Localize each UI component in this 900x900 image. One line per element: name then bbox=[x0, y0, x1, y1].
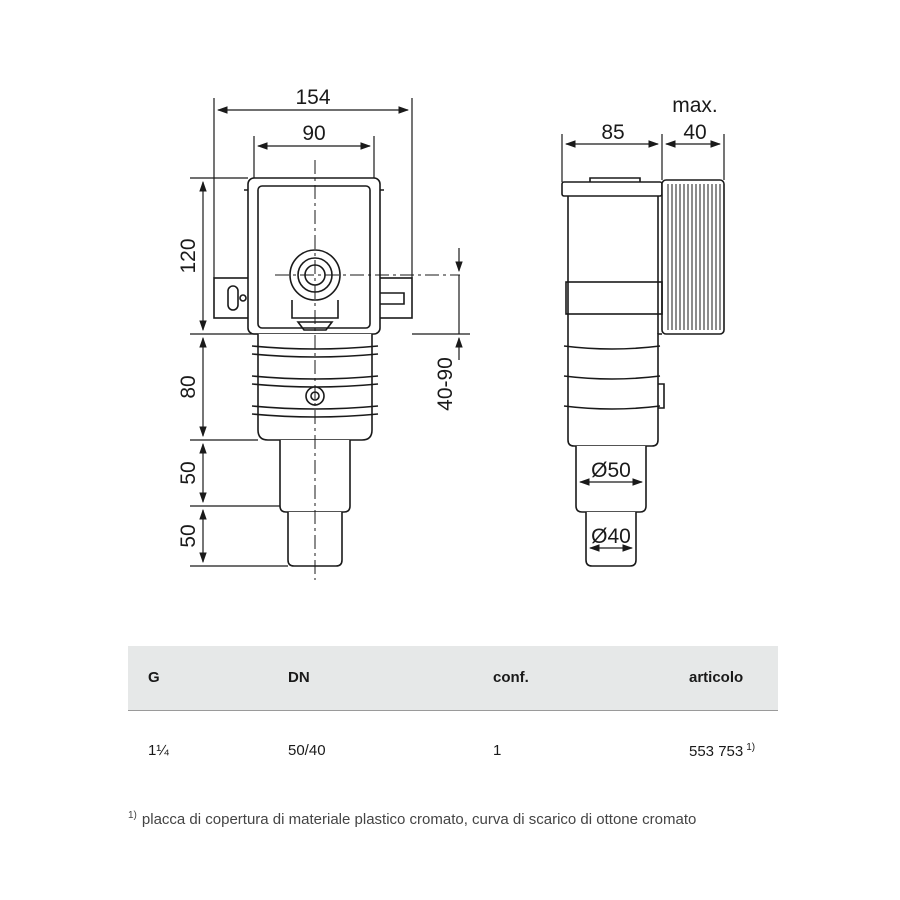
product-table bbox=[128, 646, 778, 787]
dim-connection-offset: 40-90 bbox=[434, 357, 457, 411]
footnote-marker: 1) bbox=[128, 810, 137, 821]
header-conf: conf. bbox=[493, 669, 529, 686]
dim-depth: 85 bbox=[601, 121, 625, 144]
dim-width-box: 90 bbox=[302, 122, 326, 145]
header-g: G bbox=[148, 669, 160, 686]
dim-max-label: max. bbox=[672, 94, 718, 117]
dim-height-pipe-upper: 50 bbox=[177, 461, 200, 485]
dim-height-pipe-lower: 50 bbox=[177, 524, 200, 548]
dim-diameter-lower: Ø40 bbox=[591, 525, 631, 548]
cell-articolo bbox=[689, 742, 755, 760]
header-dn: DN bbox=[288, 669, 310, 686]
pipe-upper bbox=[280, 440, 350, 512]
dim-diameter-upper: Ø50 bbox=[591, 459, 631, 482]
dim-height-body: 80 bbox=[177, 375, 200, 399]
cell-g: 1¼ bbox=[148, 742, 169, 759]
article-number: 553 753 bbox=[689, 743, 744, 760]
dim-max-value: 40 bbox=[683, 121, 707, 144]
dim-height-box: 120 bbox=[177, 238, 200, 274]
threaded-collar bbox=[662, 180, 724, 334]
cell-conf: 1 bbox=[493, 742, 502, 759]
table-header bbox=[128, 646, 778, 711]
table-row bbox=[128, 711, 778, 787]
cell-dn: 50/40 bbox=[288, 742, 326, 759]
article-note-marker: 1) bbox=[746, 742, 756, 753]
dim-width-total: 154 bbox=[295, 86, 331, 109]
side-view bbox=[562, 178, 724, 566]
header-articolo: articolo bbox=[689, 669, 744, 686]
front-view bbox=[214, 160, 460, 580]
footnote-text: placca di copertura di materiale plastico cromato, curva di scarico di ottone cromato bbox=[141, 811, 697, 828]
side-cap bbox=[562, 182, 662, 196]
footnote bbox=[128, 810, 696, 828]
